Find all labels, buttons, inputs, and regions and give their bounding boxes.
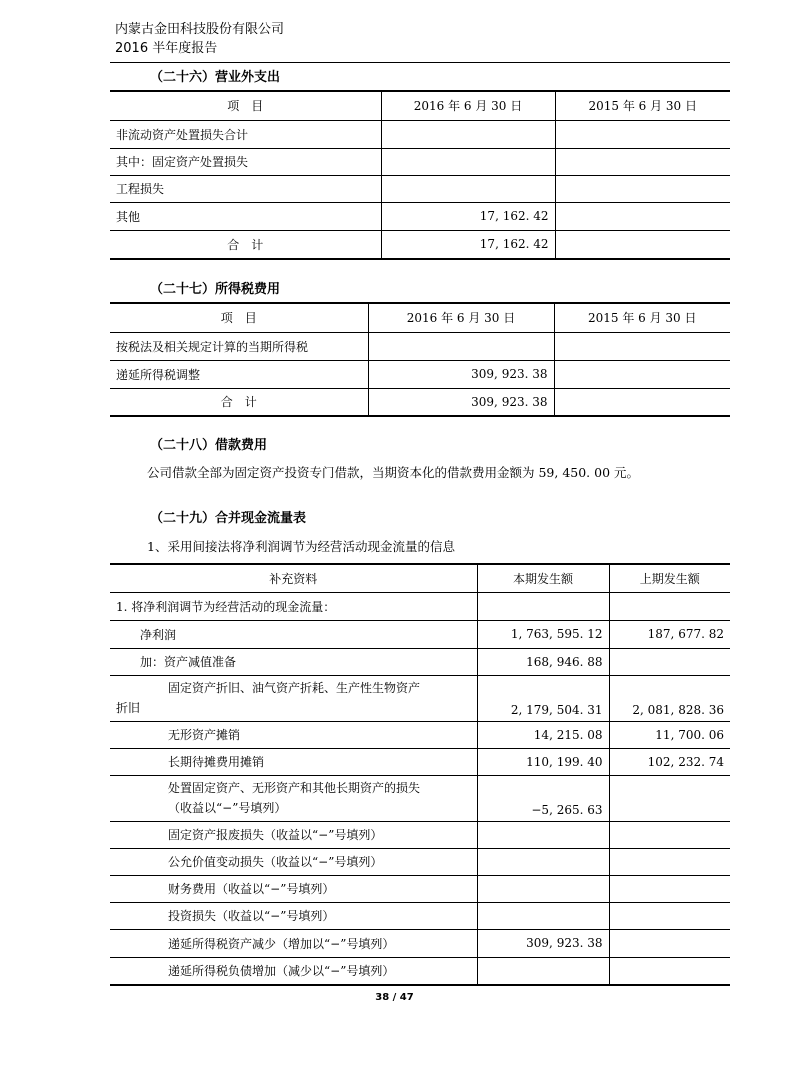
table-row (110, 360, 730, 388)
value-current: 1, 763, 595. 12 (477, 620, 609, 648)
value-prior (609, 775, 730, 821)
col-header-current: 本期发生额 (477, 564, 609, 592)
table-header-row (110, 564, 730, 592)
row-label: 投资损失（收益以“−”号填列） (110, 902, 477, 929)
value-2015 (555, 148, 730, 175)
value-current: 110, 199. 40 (477, 748, 609, 775)
row-label: 其他 (110, 202, 381, 230)
table-header-row (110, 91, 730, 120)
value-2015 (555, 202, 730, 230)
value-current: 2, 179, 504. 31 (477, 675, 609, 721)
value-prior: 11, 700. 06 (609, 721, 730, 748)
value-2015 (555, 120, 730, 148)
value-prior: 102, 232. 74 (609, 748, 730, 775)
value-current (477, 902, 609, 929)
value-current (477, 957, 609, 985)
table-row (110, 175, 730, 202)
col-header-item: 项 目 (110, 91, 381, 120)
value-current: −5, 265. 63 (477, 775, 609, 821)
value-prior (609, 957, 730, 985)
row-label: 递延所得税负债增加（减少以“−”号填列） (110, 957, 477, 985)
total-2016: 309, 923. 38 (368, 388, 554, 416)
value-2015 (554, 360, 730, 388)
col-header-2016: 2016 年 6 月 30 日 (381, 91, 555, 120)
table-row (110, 848, 730, 875)
value-2016: 309, 923. 38 (368, 360, 554, 388)
row-label: 递延所得税调整 (110, 360, 368, 388)
table-row (110, 721, 730, 748)
total-row (110, 230, 730, 259)
row-label: 长期待摊费用摊销 (110, 748, 477, 775)
row-label-line2: 折旧 (116, 701, 141, 715)
table-row (110, 875, 730, 902)
row-label (110, 775, 477, 821)
value-prior (609, 902, 730, 929)
row-label: 加：资产减值准备 (110, 648, 477, 675)
value-2016: 17, 162. 42 (381, 202, 555, 230)
value-2016 (381, 148, 555, 175)
total-2016: 17, 162. 42 (381, 230, 555, 259)
cash-flow-intro: 1、采用间接法将净利润调节为经营活动现金流量的信息 (147, 539, 455, 554)
value-prior (609, 821, 730, 848)
company-name: 内蒙古金田科技股份有限公司 (115, 22, 285, 37)
table-header-row (110, 303, 730, 332)
borrowing-cost-text: 公司借款全部为固定资产投资专门借款，当期资本化的借款费用金额为 59, 450. 00 元。 (147, 465, 640, 480)
table-row (110, 775, 730, 821)
col-header-item: 项 目 (110, 303, 368, 332)
table-row (110, 592, 730, 620)
row-label: 无形资产摊销 (110, 721, 477, 748)
col-header-prior: 上期发生额 (609, 564, 730, 592)
row-label: 1. 将净利润调节为经营活动的现金流量： (110, 592, 477, 620)
table-row (110, 120, 730, 148)
value-current (477, 875, 609, 902)
total-row (110, 388, 730, 416)
row-label: 公允价值变动损失（收益以“−”号填列） (110, 848, 477, 875)
value-2016 (381, 175, 555, 202)
report-title: 2016 半年度报告 (115, 41, 218, 56)
value-current (477, 821, 609, 848)
section-28-title: （二十八）借款费用 (150, 438, 268, 453)
col-header-2015: 2015 年 6 月 30 日 (554, 303, 730, 332)
row-label: 其中：固定资产处置损失 (110, 148, 381, 175)
value-current (477, 848, 609, 875)
table-row (110, 821, 730, 848)
value-prior (609, 648, 730, 675)
row-label-line1: 固定资产折旧、油气资产折耗、生产性生物资产 (168, 681, 421, 695)
row-label: 非流动资产处置损失合计 (110, 120, 381, 148)
row-label: 固定资产报废损失（收益以“−”号填列） (110, 821, 477, 848)
value-current: 168, 946. 88 (477, 648, 609, 675)
row-label: 递延所得税资产减少（增加以“−”号填列） (110, 929, 477, 957)
table-row (110, 648, 730, 675)
col-header-2015: 2015 年 6 月 30 日 (555, 91, 730, 120)
section-29-title: （二十九）合并现金流量表 (150, 511, 307, 526)
page-number: 38 / 47 (375, 992, 414, 1003)
value-2016 (368, 332, 554, 360)
value-2015 (554, 332, 730, 360)
non-operating-expense-table (110, 90, 730, 260)
table-row (110, 748, 730, 775)
income-tax-table (110, 302, 730, 417)
row-label (110, 675, 477, 721)
value-prior (609, 929, 730, 957)
table-row (110, 675, 730, 721)
col-header-2016: 2016 年 6 月 30 日 (368, 303, 554, 332)
header-divider (110, 62, 730, 63)
col-header-item: 补充资料 (110, 564, 477, 592)
row-label-line2: （收益以“−”号填列） (168, 801, 287, 815)
value-prior (609, 875, 730, 902)
cash-flow-supplement-table (110, 563, 730, 986)
section-26-title: （二十六）营业外支出 (150, 70, 281, 85)
table-row (110, 620, 730, 648)
value-prior (609, 848, 730, 875)
total-label: 合 计 (110, 230, 381, 259)
value-2016 (381, 120, 555, 148)
table-row (110, 148, 730, 175)
value-2015 (555, 175, 730, 202)
value-current: 309, 923. 38 (477, 929, 609, 957)
table-row (110, 902, 730, 929)
value-prior: 187, 677. 82 (609, 620, 730, 648)
value-current: 14, 215. 08 (477, 721, 609, 748)
row-label: 净利润 (110, 620, 477, 648)
table-row (110, 332, 730, 360)
row-label: 工程损失 (110, 175, 381, 202)
section-27-title: （二十七）所得税费用 (150, 282, 281, 297)
table-row (110, 202, 730, 230)
row-label: 按税法及相关规定计算的当期所得税 (110, 332, 368, 360)
table-row (110, 929, 730, 957)
document-header (115, 20, 284, 58)
value-current (477, 592, 609, 620)
value-prior: 2, 081, 828. 36 (609, 675, 730, 721)
value-prior (609, 592, 730, 620)
row-label: 财务费用（收益以“−”号填列） (110, 875, 477, 902)
table-row (110, 957, 730, 985)
total-2015 (554, 388, 730, 416)
total-label: 合 计 (110, 388, 368, 416)
row-label-line1: 处置固定资产、无形资产和其他长期资产的损失 (168, 781, 421, 795)
total-2015 (555, 230, 730, 259)
